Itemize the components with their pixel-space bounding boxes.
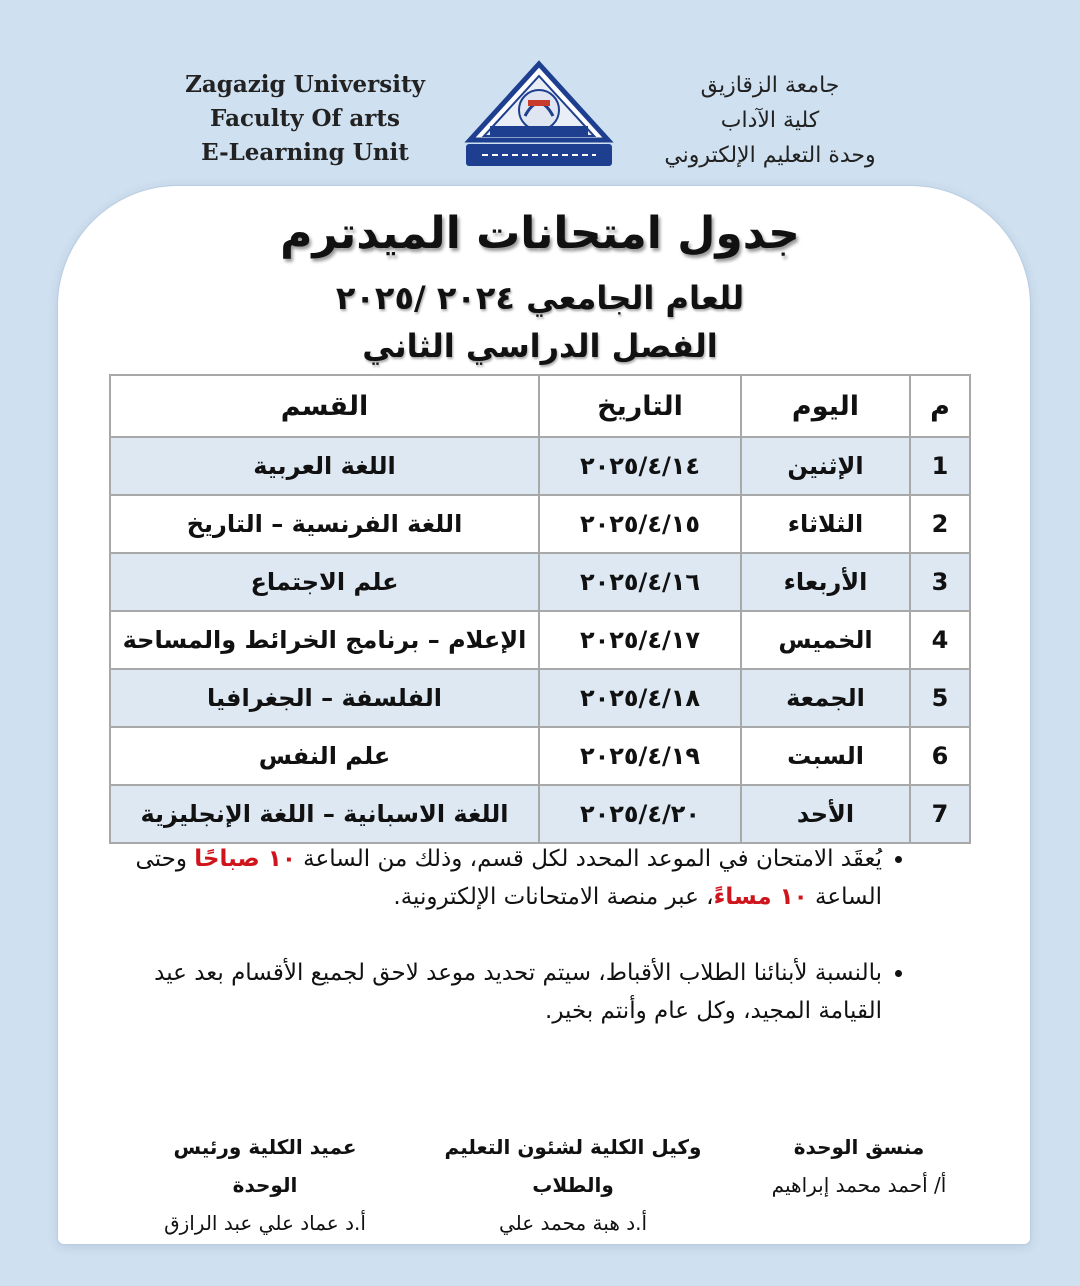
signature-role: عميد الكلية ورئيس الوحدة [173, 1135, 357, 1197]
row-num: 5 [910, 669, 970, 727]
row-num: 2 [910, 495, 970, 553]
note1-text-b: وحتى الساعة [135, 846, 882, 910]
header-num: م [910, 375, 970, 437]
signature-dean [140, 1128, 390, 1242]
note-coptic-students [128, 954, 908, 1030]
row-dept: علم الاجتماع [110, 553, 539, 611]
row-num: 3 [910, 553, 970, 611]
row-day: الجمعة [741, 669, 910, 727]
note-item: • بالنسبة لأبنائنا الطلاب الأقباط، سيتم تحديد موعد لاحق لجميع الأقسام بعد عيد القيامة المجيد، وكل عام وأنتم بخير. [128, 954, 882, 1030]
header-date: التاريخ [539, 375, 741, 437]
row-num: 6 [910, 727, 970, 785]
row-day: الأحد [741, 785, 910, 843]
table-row [110, 437, 970, 495]
row-dept: اللغة العربية [110, 437, 539, 495]
arabic-header [630, 68, 910, 173]
table-row [110, 611, 970, 669]
row-date: ٢٠٢٥/٤/١٧ [539, 611, 741, 669]
page-header [0, 0, 1080, 200]
ar-faculty: كلية الآداب [720, 108, 820, 133]
row-dept: اللغة الاسبانية – اللغة الإنجليزية [110, 785, 539, 843]
ar-unit: وحدة التعليم الإلكتروني [664, 143, 876, 168]
ar-university: جامعة الزقازيق [700, 73, 840, 98]
table-row [110, 785, 970, 843]
row-dept: الإعلام – برنامج الخرائط والمساحة [110, 611, 539, 669]
row-day: الثلاثاء [741, 495, 910, 553]
row-dept: الفلسفة – الجغرافيا [110, 669, 539, 727]
note1-text-a: يُعقَد الامتحان في الموعد المحدد لكل قسم، وذلك من الساعة [295, 846, 882, 872]
note1-text-c: ، عبر منصة الامتحانات الإلكترونية. [393, 884, 714, 910]
note-item [128, 840, 882, 916]
row-day: السبت [741, 727, 910, 785]
table-row [110, 553, 970, 611]
english-header [180, 68, 430, 170]
row-date: ٢٠٢٥/٤/١٨ [539, 669, 741, 727]
zagazig-university-logo [462, 60, 616, 178]
signature-name: أ/ أحمد محمد إبراهيم [771, 1173, 947, 1197]
signature-vice-dean [418, 1128, 728, 1242]
row-date: ٢٠٢٥/٤/٢٠ [539, 785, 741, 843]
signature-name: أ.د هبة محمد علي [498, 1211, 648, 1235]
signature-role: منسق الوحدة [793, 1135, 925, 1159]
table-row [110, 669, 970, 727]
row-num: 1 [910, 437, 970, 495]
row-date: ٢٠٢٥/٤/١٦ [539, 553, 741, 611]
note1-end-time: ١٠ مساءً [713, 884, 808, 910]
table-header-row [110, 375, 970, 437]
note-exam-time [128, 840, 908, 916]
row-day: الأربعاء [741, 553, 910, 611]
row-day: الإثنين [741, 437, 910, 495]
row-date: ٢٠٢٥/٤/١٥ [539, 495, 741, 553]
row-dept: اللغة الفرنسية – التاريخ [110, 495, 539, 553]
note1-start-time: ١٠ صباحًا [194, 846, 296, 872]
row-dept: علم النفس [110, 727, 539, 785]
row-day: الخميس [741, 611, 910, 669]
row-num: 7 [910, 785, 970, 843]
signature-role: وكيل الكلية لشئون التعليم والطلاب [444, 1135, 702, 1197]
en-university: Zagazig University [185, 71, 425, 98]
table-row [110, 727, 970, 785]
exam-schedule-table [109, 374, 971, 844]
semester: الفصل الدراسي الثاني [362, 327, 718, 365]
row-num: 4 [910, 611, 970, 669]
en-faculty: Faculty Of arts [210, 105, 400, 132]
en-unit: E-Learning Unit [201, 139, 409, 166]
header-day: اليوم [741, 375, 910, 437]
row-date: ٢٠٢٥/٤/١٤ [539, 437, 741, 495]
signature-coordinator [744, 1128, 974, 1204]
table-row [110, 495, 970, 553]
header-dept: القسم [110, 375, 539, 437]
signature-name: أ.د عماد علي عبد الرازق [164, 1211, 366, 1235]
academic-year: للعام الجامعي ٢٠٢٤ /٢٠٢٥ [335, 279, 745, 317]
page-title: جدول امتحانات الميدترم [280, 208, 800, 259]
row-date: ٢٠٢٥/٤/١٩ [539, 727, 741, 785]
